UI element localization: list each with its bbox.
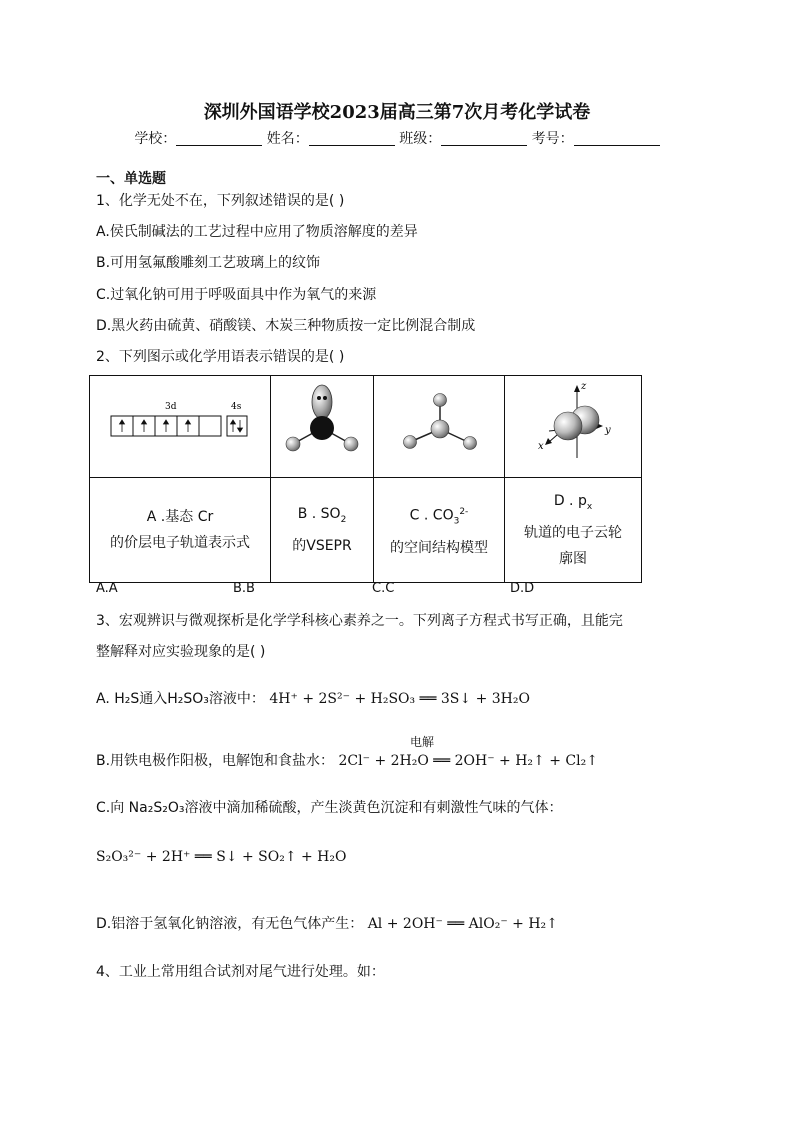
student-info-line — [0, 128, 794, 148]
so2-vsepr-model — [271, 376, 373, 473]
q3-stem-line2: 整解释对应实验现象的是( ) — [96, 644, 266, 660]
q2-option-a: A.A — [96, 581, 118, 596]
exam-title: 深圳外国语学校2023届高三第7次月考化学试卷 — [203, 102, 591, 123]
label-4s: 4s — [231, 402, 242, 412]
q3-equation-d: Al + 2OH⁻ ══ AlO₂⁻ + H₂↑ — [367, 916, 558, 932]
section-heading: 一、单选题 — [96, 171, 166, 187]
q3-equation-c: S₂O₃²⁻ + 2H⁺ ══ S↓ + SO₂↑ + H₂O — [96, 849, 347, 865]
px-orbital-cloud — [505, 376, 641, 473]
q3-equation-b: 2Cl⁻ + 2H₂O ══ 2OH⁻ + H₂↑ + Cl₂↑ — [338, 753, 598, 769]
caption-d: D . $p_x$ 轨道的电子云轮 廓图 — [505, 478, 642, 583]
q1-option-b: B.可用氢氟酸雕刻工艺玻璃上的纹饰 — [96, 255, 321, 271]
q3-stem-line1: 3、宏观辨识与微观探析是化学学科核心素养之一。下列离子方程式书写正确，且能完 — [96, 613, 623, 629]
z-axis-label: z — [581, 381, 587, 392]
name-blank[interactable] — [309, 131, 395, 146]
so2-vsepr-cell — [271, 376, 374, 478]
co3-structure-model — [374, 376, 504, 473]
exam-number-label: 考号： — [531, 131, 574, 147]
school-blank[interactable] — [176, 131, 262, 146]
q1-stem: 1、化学无处不在，下列叙述错误的是( ) — [96, 193, 345, 209]
q1-option-c: C.过氧化钠可用于呼吸面具中作为氧气的来源 — [96, 287, 377, 303]
q1-option-d: D.黑火药由硫黄、硝酸镁、木炭三种物质按一定比例混合制成 — [96, 318, 476, 334]
q4-stem: 4、工业上常用组合试剂对尾气进行处理。如： — [96, 964, 385, 980]
exam-number-blank[interactable] — [574, 131, 660, 146]
q2-option-b: B.B — [233, 581, 255, 596]
school-label: 学校： — [134, 131, 177, 147]
x-axis-label: x — [538, 441, 544, 452]
q2-figure-table — [89, 375, 642, 583]
q3-electrolysis-condition: 电解 — [410, 735, 435, 749]
class-blank[interactable] — [441, 131, 527, 146]
label-3d: 3d — [165, 402, 177, 412]
q3-option-c: C.向 Na₂S₂O₃溶液中滴加稀硫酸，产生淡黄色沉淀和有刺激性气味的气体： — [96, 800, 563, 816]
name-label: 姓名： — [266, 131, 309, 147]
q2-option-c: C.C — [372, 581, 395, 596]
caption-c: C . $CO_3^{2-}$ 的空间结构模型 — [374, 478, 505, 583]
y-axis-label: y — [605, 425, 611, 436]
q3-equation-a: 4H⁺ + 2S²⁻ + H₂SO₃ ══ 3S↓ + 3H₂O — [269, 691, 530, 707]
q3-option-b: B.用铁电极作阳极，电解饱和食盐水： 2Cl⁻ + 2H₂O ══ 2OH⁻ + H₂↑ + Cl₂↑ — [96, 753, 598, 769]
q3-option-a: A. H₂S通入H₂SO₃溶液中： 4H⁺ + 2S²⁻ + H₂SO₃ ══ 3S↓ + 3H₂O — [96, 691, 530, 707]
caption-b: B . $SO_2$ 的VSEPR — [271, 478, 374, 583]
up-arrow-icons — [120, 420, 243, 432]
co3-model-cell — [374, 376, 505, 478]
caption-a: A .基态 Cr 的价层电子轨道表示式 — [90, 478, 271, 583]
q1-option-a: A.侯氏制碱法的工艺过程中应用了物质溶解度的差异 — [96, 224, 418, 240]
q3-option-d: D.铝溶于氢氧化钠溶液，有无色气体产生： Al + 2OH⁻ ══ AlO₂⁻ + H₂↑ — [96, 916, 558, 932]
q2-option-d: D.D — [510, 581, 535, 596]
px-orbital-cell — [505, 376, 642, 478]
q2-stem: 2、下列图示或化学用语表示错误的是( ) — [96, 349, 345, 365]
orbital-diagram — [90, 376, 270, 473]
class-label: 班级： — [399, 131, 442, 147]
orbital-diagram-cell — [90, 376, 271, 478]
